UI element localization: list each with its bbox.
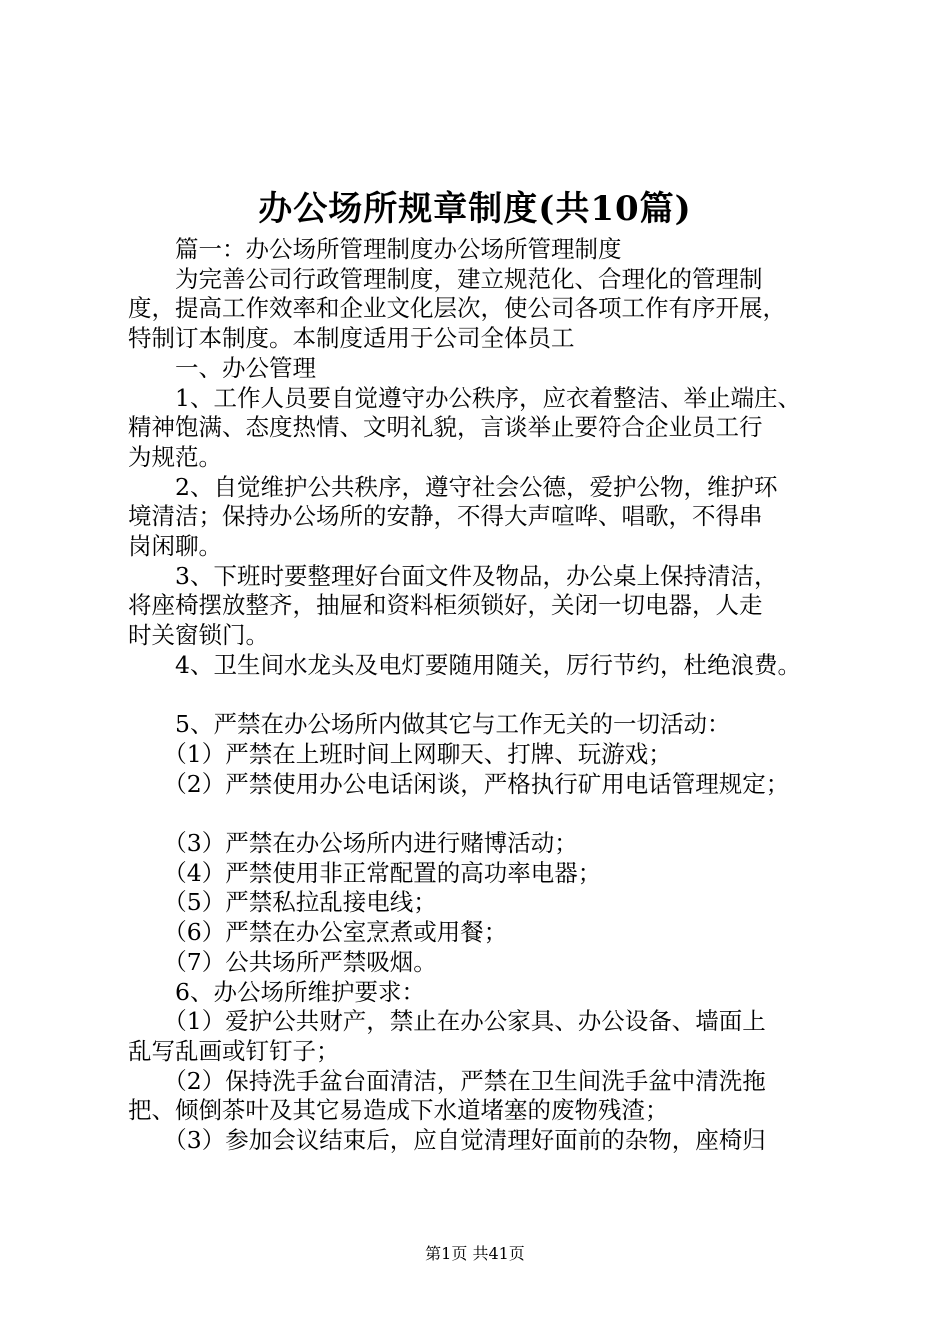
list-item: （1）爱护公共财产，禁止在办公家具、办公设备、墙面上 <box>163 1007 766 1036</box>
list-item: （2）保持洗手盆台面清洁，严禁在卫生间洗手盆中清洗拖 <box>163 1066 766 1095</box>
page-footer: 第1页 共41页 <box>425 1244 525 1263</box>
paragraph-line: 度，提高工作效率和企业文化层次，使公司各项工作有序开展， <box>128 294 786 323</box>
list-item: （2）严禁使用办公电话闲谈，严格执行矿用电话管理规定； <box>163 769 790 798</box>
paragraph-line: 2、自觉维护公共秩序，遵守社会公德，爱护公物，维护环 <box>175 472 778 501</box>
list-item: （3）参加会议结束后，应自觉清理好面前的杂物，座椅归 <box>163 1126 766 1155</box>
paragraph-line: 5、严禁在办公场所内做其它与工作无关的一切活动： <box>175 710 731 739</box>
list-item: （3）严禁在办公场所内进行赌博活动； <box>163 829 578 858</box>
list-item: （7）公共场所严禁吸烟。 <box>163 947 437 976</box>
paragraph-line: 境清洁；保持办公场所的安静，不得大声喧哗、唱歌，不得串 <box>128 502 763 531</box>
document-title: 办公场所规章制度(共10篇) <box>258 189 692 229</box>
list-item: 把、倾倒茶叶及其它易造成下水道堵塞的废物残渣； <box>128 1096 669 1125</box>
paragraph-line: 精神饱满、态度热情、文明礼貌，言谈举止要符合企业员工行 <box>128 413 763 442</box>
list-item: （6）严禁在办公室烹煮或用餐； <box>163 918 508 947</box>
paragraph-line: 6、办公场所维护要求： <box>175 977 425 1006</box>
paragraph-line: 4、卫生间水龙头及电灯要随用随关，厉行节约，杜绝浪费。 <box>175 650 801 679</box>
section-heading: 篇一：办公场所管理制度办公场所管理制度 <box>175 235 622 263</box>
paragraph-line: 时关窗锁门。 <box>128 621 269 650</box>
paragraph-line: 特制订本制度。本制度适用于公司全体员工 <box>128 324 575 353</box>
paragraph-line: 岗闲聊。 <box>128 532 222 561</box>
list-item: （5）严禁私拉乱接电线； <box>163 888 437 917</box>
paragraph-line: 为规范。 <box>128 442 222 471</box>
section-heading: 一、办公管理 <box>175 353 316 382</box>
list-item: 乱写乱画或钉钉子； <box>128 1036 340 1065</box>
list-item: （1）严禁在上班时间上网聊天、打牌、玩游戏； <box>163 739 672 768</box>
list-item: （4）严禁使用非正常配置的高功率电器； <box>163 858 602 887</box>
paragraph-line: 为完善公司行政管理制度，建立规范化、合理化的管理制 <box>175 264 763 293</box>
paragraph-line: 3、下班时要整理好台面文件及物品，办公桌上保持清洁， <box>175 561 778 590</box>
document-body <box>128 235 838 1156</box>
paragraph-line: 将座椅摆放整齐，抽屉和资料柜须锁好，关闭一切电器，人走 <box>128 591 763 620</box>
paragraph-line: 1、工作人员要自觉遵守办公秩序，应衣着整洁、举止端庄、 <box>175 383 801 412</box>
